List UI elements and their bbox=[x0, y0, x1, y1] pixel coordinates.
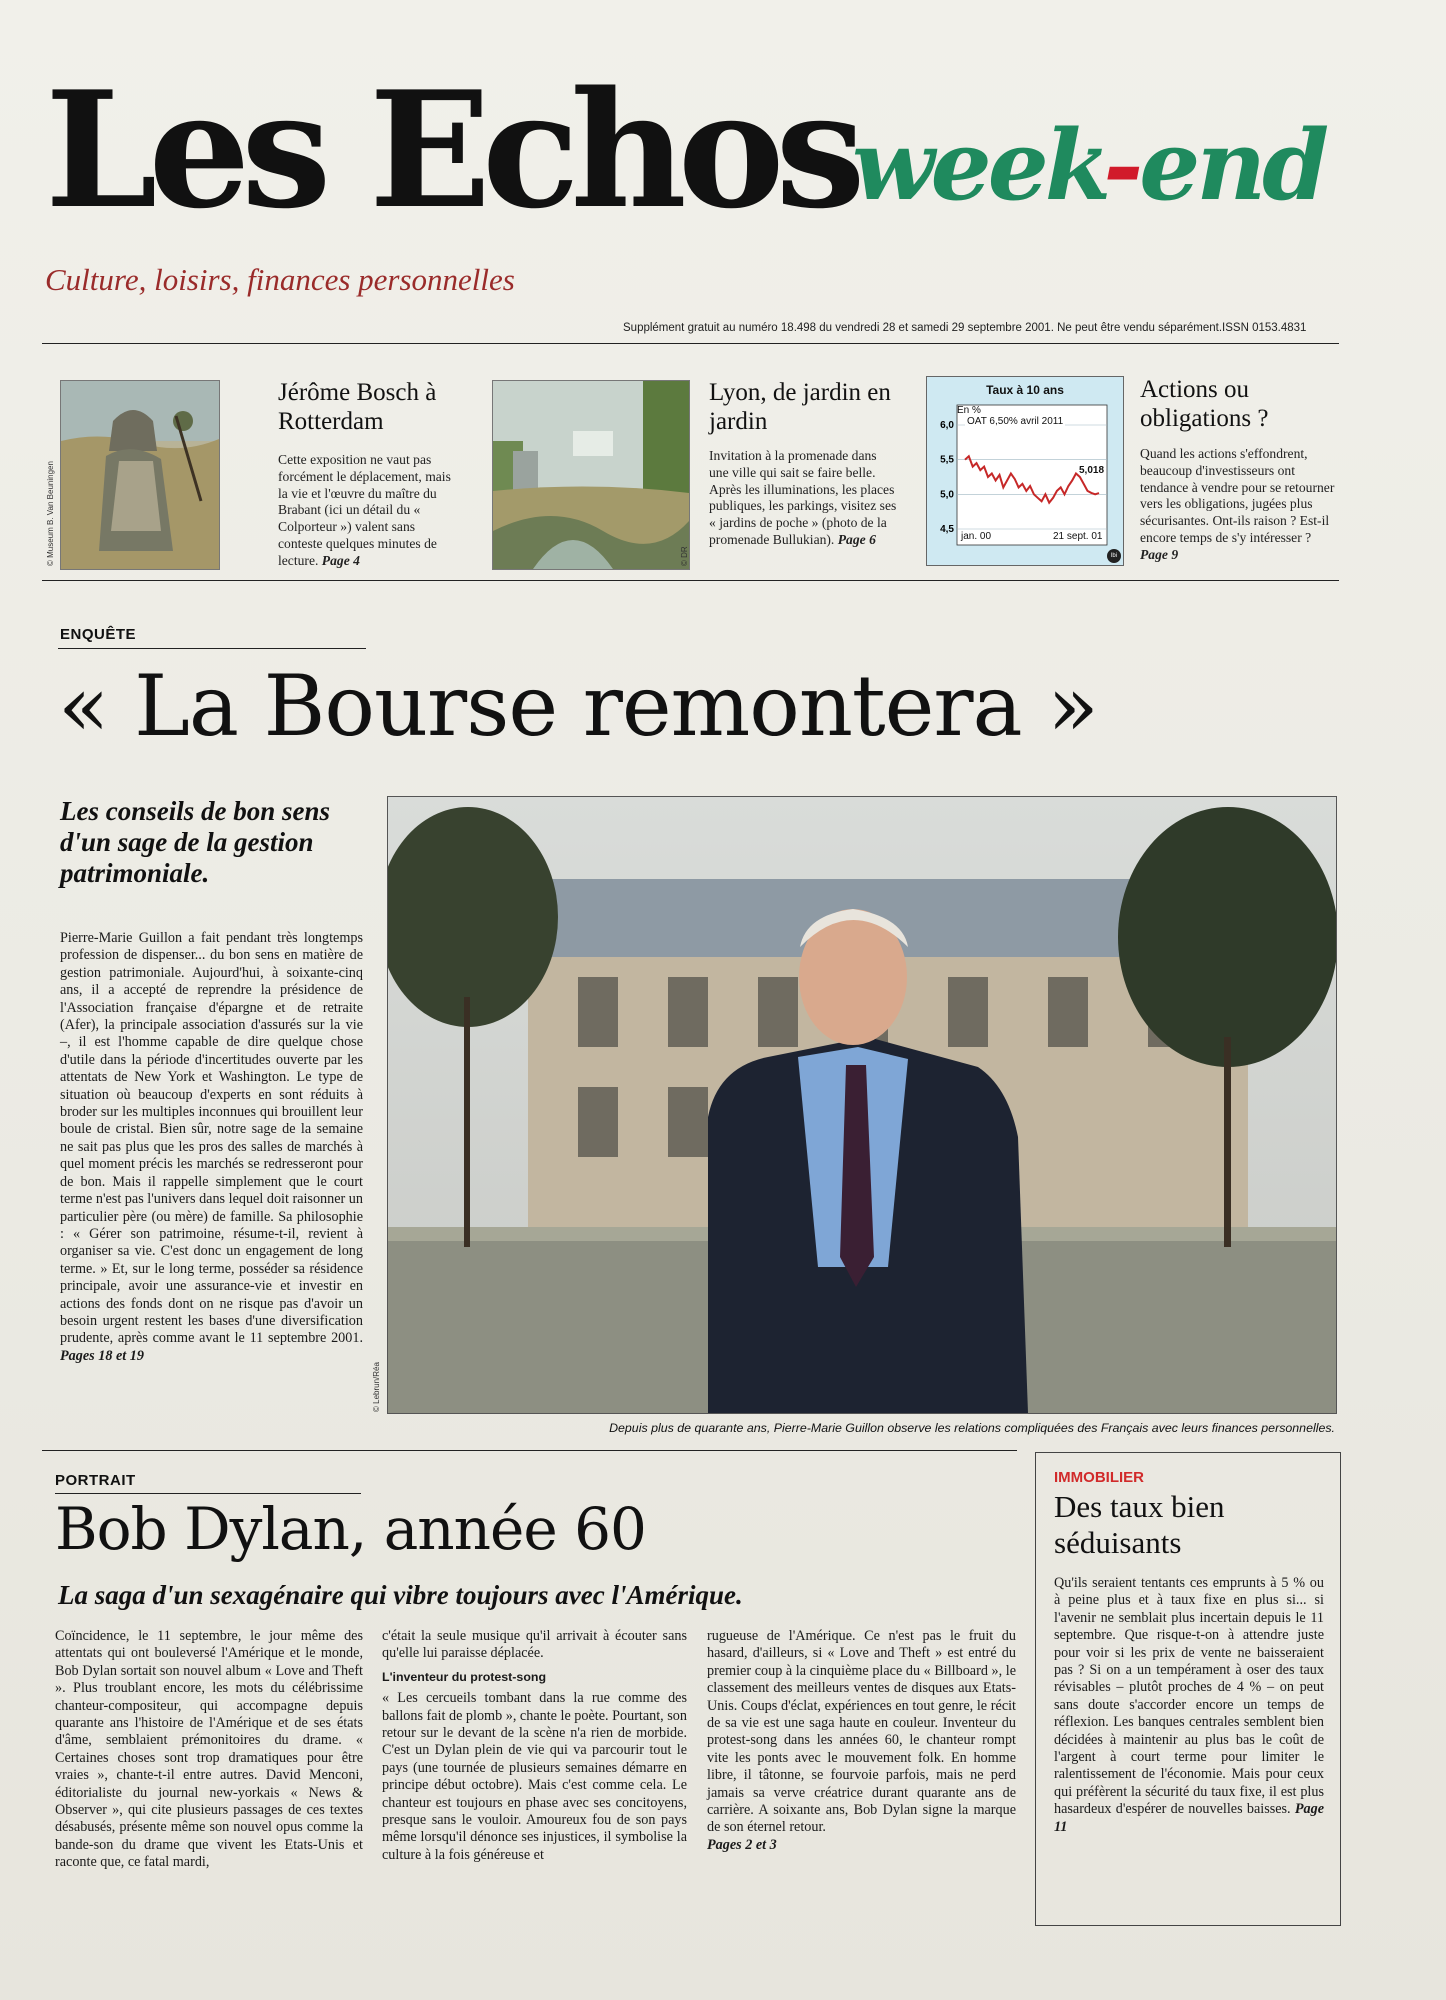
portrait-kicker-rule bbox=[55, 1493, 361, 1494]
enquete-kicker: ENQUÊTE bbox=[60, 626, 137, 643]
portrait-col3-text: rugueuse de l'Amérique. Ce n'est pas le fruit du hasard, d'ailleurs, si « Love and Theft » est entré du premier coup à la cinquième place du « Billboard », le classement des meilleurs ventes de disques aux Etats-Unis. Coups d'éclat, expériences en tout genre, le récit de sa vie est une saga haute en couleur. Inventeur du protest-song dans les années 60, le chanteur rompt vite les ponts avec le mouvement folk. En homme libre, il tâtonne, se fourvoie parfois, mais ne perd jamais sa verve créatrice durant quarante ans de carrière. A soixante ans, Bob Dylan signe la marque de son éternel retour. bbox=[707, 1628, 1016, 1836]
portrait-col1: Coïncidence, le 11 septembre, le jour même des attentats qui ont bouleversé l'Amérique et le monde, Bob Dylan sortait son nouvel album « Love and Theft ». Plus troublant encore, les mots du célébrissime chanteur-compositeur, qui accompagne depuis quarante ans l'histoire de l'Amérique et de ses états d'âme, semblaient prémonitoires du drame. « Certaines choses sont trop dramatiques pour être vraies », chante-t-il entre autres. David Menconi, éditorialiste du journal new-yorkais « News & Observer », qui cite plusieurs passages de ces textes désabusés, présente même son nouvel opus comme la bande-son du drame que vivent les Etats-Unis et raconte que, ce fatal mardi, bbox=[55, 1628, 363, 1871]
chart-y-tick-label: 6,0 bbox=[940, 420, 954, 431]
immobilier-box bbox=[1035, 1452, 1341, 1926]
enquete-photo-credit: © Lebrun/Réa bbox=[372, 1362, 381, 1412]
chart-series-name: OAT 6,50% avril 2011 bbox=[967, 416, 1064, 427]
photo-caption: Depuis plus de quarante ans, Pierre-Marie Guillon observe les relations compliquées des Français avec leurs finances personnelles. bbox=[609, 1421, 1335, 1435]
enquete-deck: Les conseils de bon sens d'un sage de la gestion patrimoniale. bbox=[60, 796, 330, 888]
enquete-pages: Pages 18 et 19 bbox=[60, 1347, 144, 1364]
teaser-actions-title: Actions ou obligations ? bbox=[1140, 376, 1269, 432]
bosch-photo-credit: © Museum B. Van Beuningen bbox=[46, 461, 55, 566]
chart-title: Taux à 10 ans bbox=[986, 383, 1064, 397]
chart-source-badge: lbi bbox=[1107, 549, 1121, 563]
teaser-actions-body bbox=[1140, 446, 1336, 564]
immobilier-body bbox=[1054, 1575, 1324, 1836]
chart-y-tick-label: 5,5 bbox=[940, 454, 954, 466]
portrait-kicker: PORTRAIT bbox=[55, 1472, 136, 1489]
teaser-bosch-title: Jérôme Bosch à Rotterdam bbox=[278, 379, 437, 435]
immobilier-body-text: Qu'ils seraient tentants ces emprunts à 5 % ou à peine plus et à taux fixe en plus si... si l'avenir ne semblait plus incertain depuis le 11 septembre. Que risque-t-on à attendre juste pour voir si les prix de vente ne baisseraient pas ? Si on a un tempérament à oser des taux révisables – plutôt proches de 4 % – on peut sans doute s'accorder encore un temps de réflexion. Les banques centrales semblent bien décidées à maintenir au plus bas le coût de l'argent à court terme pour limiter le ralentissement de l'économie. Mais pour ceux qui préfèrent la sécurité du taux fixe, il est plus hasardeux d'espérer de nouvelles baisses. bbox=[1054, 1575, 1324, 1818]
bond-yield-chart bbox=[926, 376, 1124, 566]
lyon-photo-credit: © DR bbox=[680, 546, 689, 566]
portrait-pages: Pages 2 et 3 bbox=[707, 1836, 777, 1853]
teaser-actions-text: Quand les actions s'effondrent, beaucoup d'investisseurs ont tendance à vendre pour se retourner vers les obligations, jugées plus sécurisantes. Ont-ils raison ? Est-il encore temps de s'y intéresser ? bbox=[1140, 446, 1335, 545]
enquete-body-text: Pierre-Marie Guillon a fait pendant très longtemps profession de dispenser... du bon sens en matière de gestion patrimoniale. Aujourd'hui, à soixante-cinq ans, il a accepté de reprendre la présidence de l'Association française d'épargne et de retraite (Afer), la principale association d'assurés sur la vie –, il est l'homme capable de dire quelque chose d'utile dans la période d'incertitudes ouverte par les attentats de New York et Washington. Le type de situation où beaucoup d'experts en sont réduits à broder sur les multiples inconnues qui brouillent leur boule de cristal. Bien sûr, notre sage de la semaine ne sait pas plus que les pros des salles de marchés à quel moment précis les marchés se redresseront pour de bon. Mais il rappelle simplement que le court terme n'est pas l'univers dans lequel doit raisonner un particulier père (ou mère) de famille. Sa philosophie : « Gérer son patrimoine, résume-t-il, revient à organiser sa vie. C'est donc un engagement de long terme. » Et, sur le long terme, posséder sa résidence principale, avoir une assurance-vie et investir en actions des fonds dont on ne risque pas d'avoir un besoin urgent restent les bases d'une diversification prudente, après comme avant le 11 septembre 2001. bbox=[60, 930, 363, 1347]
teaser-bosch-body bbox=[278, 452, 458, 570]
immobilier-kicker: IMMOBILIER bbox=[1054, 1469, 1144, 1486]
teasers-rule bbox=[42, 580, 1339, 581]
edition-weekend-left: week bbox=[852, 109, 1104, 222]
teaser-lyon-body bbox=[709, 448, 897, 549]
chart-end-value: 5,018 bbox=[1079, 465, 1105, 476]
portrait-col2 bbox=[382, 1628, 687, 1864]
edition-weekend-dash: - bbox=[1103, 109, 1140, 222]
enquete-body bbox=[60, 930, 363, 1365]
edition-weekend-logo bbox=[852, 109, 1326, 222]
teaser-actions-page: Page 9 bbox=[1140, 546, 1179, 562]
masthead-logo: Les Echos bbox=[45, 56, 857, 244]
teaser-bosch-page: Page 4 bbox=[321, 552, 360, 568]
portrait-col2-intro: c'était la seule musique qu'il arrivait à écouter sans qu'elle lui paraisse déplacée. bbox=[382, 1628, 687, 1662]
chart-unit-label: En % bbox=[957, 405, 981, 416]
chart-x-end: 21 sept. 01 bbox=[1053, 531, 1103, 542]
supplement-line: Supplément gratuit au numéro 18.498 du vendredi 28 et samedi 29 septembre 2001. Ne peut être vendu séparément.ISSN 0153.4831 bbox=[623, 322, 1307, 334]
masthead-tagline: Culture, loisirs, finances personnelles bbox=[45, 262, 515, 297]
immobilier-page: Page 11 bbox=[1054, 1801, 1325, 1835]
portrait-headline: Bob Dylan, année 60 bbox=[55, 1495, 646, 1563]
chart-y-tick-label: 5,0 bbox=[940, 489, 954, 501]
teaser-lyon-text: Invitation à la promenade dans une ville qui sait se faire belle. Après les illuminations, les places publiques, les parkings, visitez ses « jardins de poche » (photo de la promenade Bullukian). bbox=[709, 448, 897, 547]
portrait-top-rule bbox=[42, 1450, 1017, 1451]
guillon-photo bbox=[387, 796, 1337, 1414]
teaser-bosch-text: Cette exposition ne vaut pas forcément le déplacement, mais la vie et l'œuvre du maître du Brabant (ici un détail du « Colporteur ») valent sans conteste quelques minutes de lecture. bbox=[278, 452, 451, 568]
portrait-col3 bbox=[707, 1628, 1016, 1854]
enquete-headline: « La Bourse remontera » bbox=[58, 657, 1098, 755]
portrait-deck: La saga d'un sexagénaire qui vibre toujours avec l'Amérique. bbox=[58, 1580, 743, 1610]
immobilier-headline: Des taux bien séduisants bbox=[1054, 1489, 1225, 1560]
bosch-painting-illustration bbox=[61, 381, 219, 569]
guillon-photo-illustration bbox=[388, 797, 1336, 1413]
edition-weekend-right: end bbox=[1139, 109, 1326, 222]
portrait-subhead: L'inventeur du protest-song bbox=[382, 1669, 547, 1684]
portrait-col2-text: « Les cercueils tombant dans la rue comme des ballons fait de plomb », chante le poète. Pourtant, son retour sur le devant de la scène n'a rien de morbide. C'est un Dylan plein de vie qui va parcourir tout le pays (une tournée de plusieurs semaines démarre en principe début octobre). Mais c'est comme cela. Le chanteur est toujours en phase avec ses concitoyens, presque sans le vouloir. Amoureux fou de son pays même lorsqu'il dénonce ses injustices, il symbolise la culture à la fois généreuse et bbox=[382, 1690, 687, 1863]
teaser-lyon-title: Lyon, de jardin en jardin bbox=[709, 379, 891, 435]
chart-y-tick-label: 4,5 bbox=[940, 524, 954, 535]
enquete-kicker-rule bbox=[58, 648, 366, 649]
chart-x-start: jan. 00 bbox=[961, 531, 992, 542]
teaser-lyon-page: Page 6 bbox=[837, 531, 876, 547]
lyon-garden-image bbox=[492, 380, 690, 570]
masthead-rule bbox=[42, 343, 1339, 344]
lyon-garden-illustration bbox=[493, 381, 689, 569]
bosch-painting-image bbox=[60, 380, 220, 570]
